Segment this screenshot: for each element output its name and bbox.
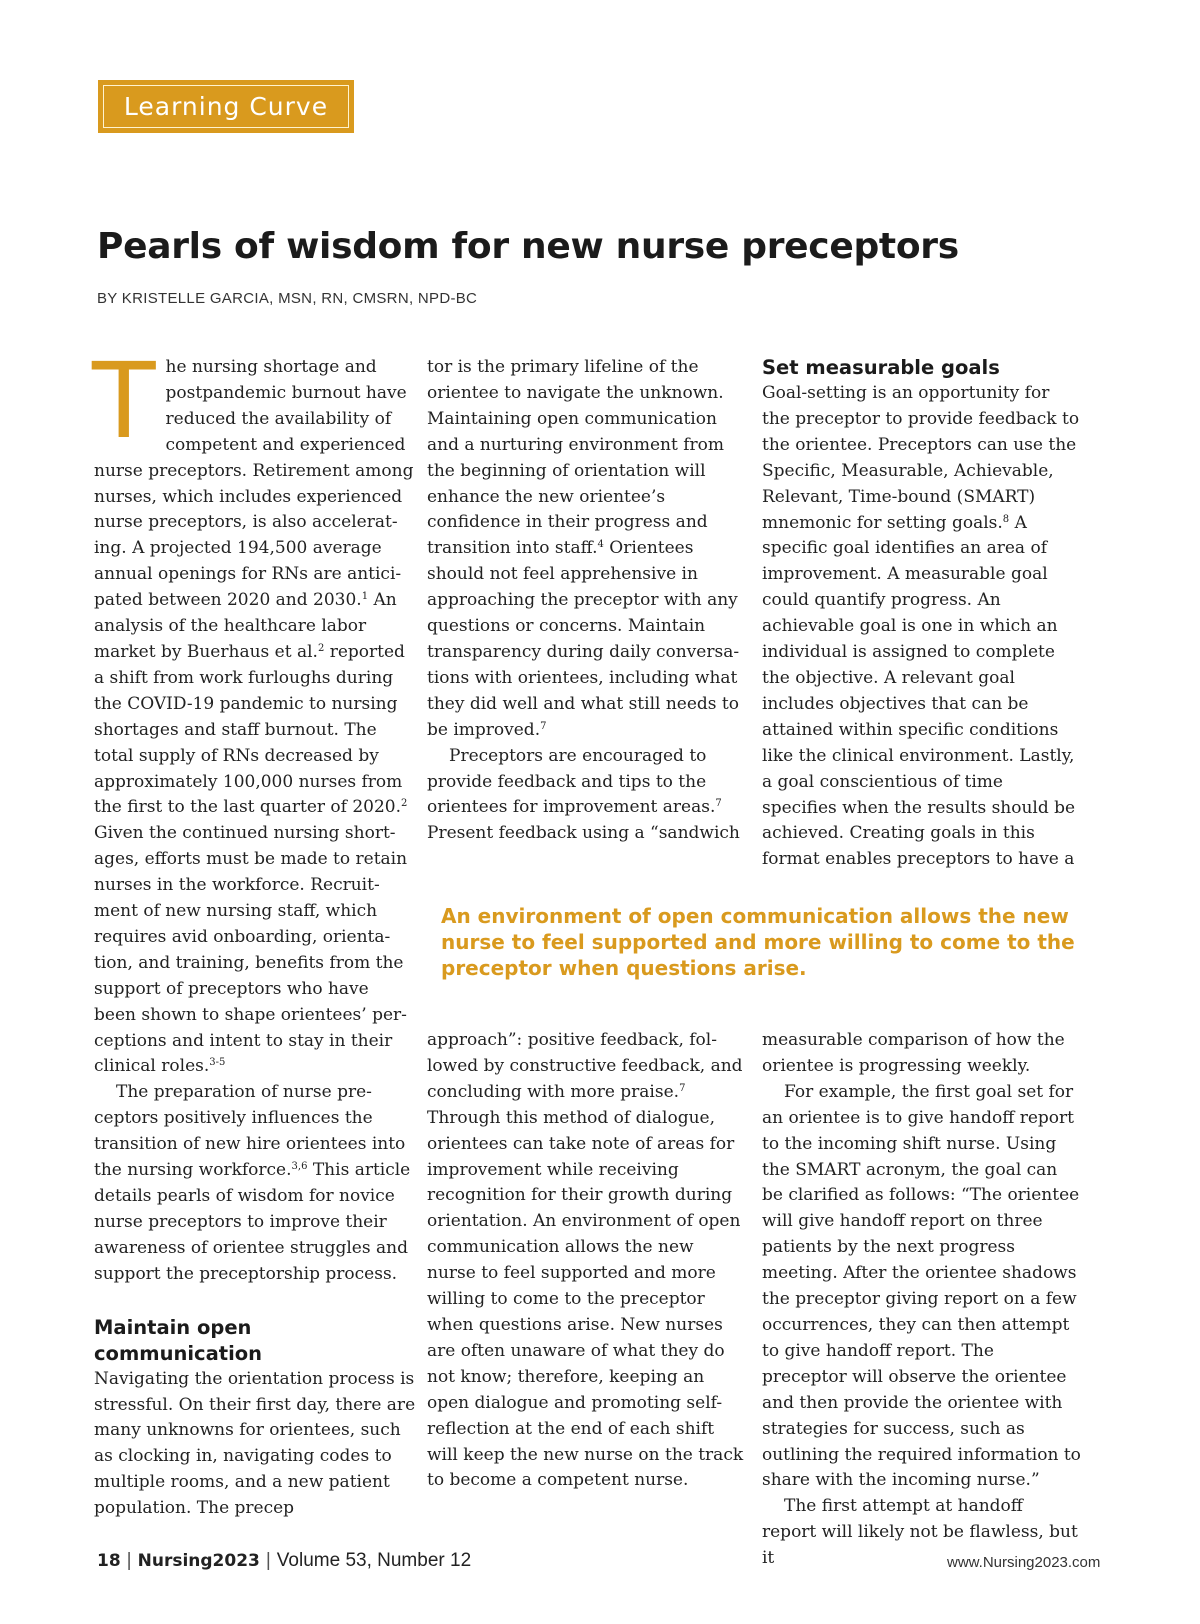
body-paragraph: tor is the primary lifeline of the orientee to navigate the unknown. Maintaining open communication and a nurturing environment from the beginning of orientation will enhance the new orientee’s confidence in their progress and transition into staff.$^4$ Orientees should not feel apprehensive in approaching the preceptor with any questions or concerns. Maintain transparency during daily conversations with orientees, including what they did well and what still needs to be improved.$^7$ — [427, 357, 740, 740]
citation: 2 — [317, 642, 325, 654]
citation: 8 — [1002, 513, 1010, 525]
citation: 7 — [540, 720, 547, 732]
column-3-bottom — [762, 1028, 1082, 1572]
section-tag-label: Learning Curve — [103, 85, 349, 128]
citation: 2 — [401, 798, 408, 810]
column-2-top — [427, 355, 747, 847]
column-3-top — [762, 355, 1082, 873]
body-paragraph: The preparation of nurse preceptors positively influences the transition of new hire orientees into the nursing workforce.$^{3,6}$ This article details pearls of wisdom for novice nurse preceptors to improve their awareness of orientee struggles and support the preceptorship process. — [94, 1082, 411, 1284]
citation: 7 — [715, 798, 722, 810]
section-tag — [98, 80, 354, 133]
body-paragraph: For example, the first goal set for an orientee is to give handoff report to the incoming shift nurse. Using the SMART acronym, the goal can be clarified as follows: “The orientee will give handoff report on three patients by the next progress meeting. After the orientee shadows the preceptor giving report on a few occurrences, they can then attempt to give handoff report. The preceptor will observe the orientee and then provide the orientee with strategies for success, such as outlining the required information to share with the incoming nurse.” — [762, 1081, 1081, 1491]
citation: 7 — [679, 1082, 686, 1094]
body-paragraph: Navigating the orientation process is stressful. On their first day, there are many unknowns for orientees, such as clocking in, navigating codes to multiple rooms, and a new patient population. The precep — [94, 1368, 416, 1519]
byline: BY KRISTELLE GARCIA, MSN, RN, CMSRN, NPD-BC — [97, 290, 478, 307]
pull-quote: An environment of open communication allows the new nurse to feel supported and more willing to come to the preceptor when questions arise. — [441, 904, 1075, 980]
section-heading-communication: Maintain open communication — [94, 1315, 263, 1365]
column-2-bottom — [427, 1028, 747, 1494]
footer-separator: | — [265, 1550, 271, 1571]
citation: 1 — [361, 591, 369, 603]
citation: 4 — [597, 539, 604, 551]
citation: 3-5 — [209, 1057, 226, 1069]
footer-website: www.Nursing2023.com — [947, 1554, 1101, 1571]
body-paragraph: The first attempt at handoff report will likely not be flawless, but it — [762, 1496, 1078, 1569]
section-heading-goals: Set measurable goals — [762, 356, 1000, 379]
article-title: Pearls of wisdom for new nurse preceptors — [97, 226, 959, 267]
intro-paragraph: The nursing shortage and postpandemic burnout have reduced the availability of competent and experienced nurse preceptors. Retirement among nurses, which includes experienced nurse preceptors, is also accelerating. A projected 194,500 average annual openings for RNs are anticipated between 2020 and 2030.$^1$ An analysis of the healthcare labor market by Buerhaus et al.$^2$ reported a shift from work furloughs during the COVID-19 pandemic to nursing shortages and staff burnout. The total supply of RNs decreased by approximately 100,000 nurses from the first to the last quarter of 2020.$^2$ Given the continued nursing shortages, efforts must be made to retain nurses in the workforce. Recruitment of new nursing staff, which requires avid onboarding, orientation, and training, benefits from the support of preceptors who have been shown to shape orientees’ perceptions and intent to stay in their clinical roles.$^{3-5}$ — [92, 340, 414, 1077]
body-paragraph: Preceptors are encouraged to provide feedback and tips to the orientees for improvement areas.$^7$ Present feedback using a “sandwich — [427, 745, 740, 844]
magazine-name: Nursing2023 — [137, 1551, 260, 1571]
page-number: 18 — [97, 1551, 121, 1571]
issue-volume: Volume 53, Number 12 — [276, 1550, 472, 1571]
body-paragraph: measurable comparison of how the orientee is progressing weekly. — [762, 1030, 1065, 1076]
citation: 3,6 — [291, 1161, 308, 1173]
column-1 — [92, 340, 416, 1522]
drop-cap: T — [92, 340, 156, 462]
body-paragraph: Goal-setting is an opportunity for the preceptor to provide feedback to the orientee. Preceptors can use the Specific, Measurable, Achievable, Relevant, Time-bound (SMART) mnemonic for setting goals.$^8$ A specific goal identifies an area of improvement. A measurable goal could quantify progress. An achievable goal is one in which an individual is assigned to complete the objective. A relevant goal includes objectives that can be attained within specific conditions like the clinical environment. Lastly, a goal conscientious of time specifies when the results should be achieved. Creating goals in this format enables preceptors to have a — [762, 383, 1080, 870]
footer-separator: | — [126, 1550, 132, 1571]
body-paragraph: approach”: positive feedback, followed by constructive feedback, and concluding with more praise.$^7$ Through this method of dialogue, orientees can take note of areas for improvement while receiving recognition for their growth during orientation. An environment of open communication allows the new nurse to feel supported and more willing to come to the preceptor when questions arise. New nurses are often unaware of what they do not know; therefore, keeping an open dialogue and promoting self-reflection at the end of each shift will keep the new nurse on the track to become a competent nurse. — [427, 1030, 744, 1491]
footer-issue-info — [97, 1550, 471, 1572]
